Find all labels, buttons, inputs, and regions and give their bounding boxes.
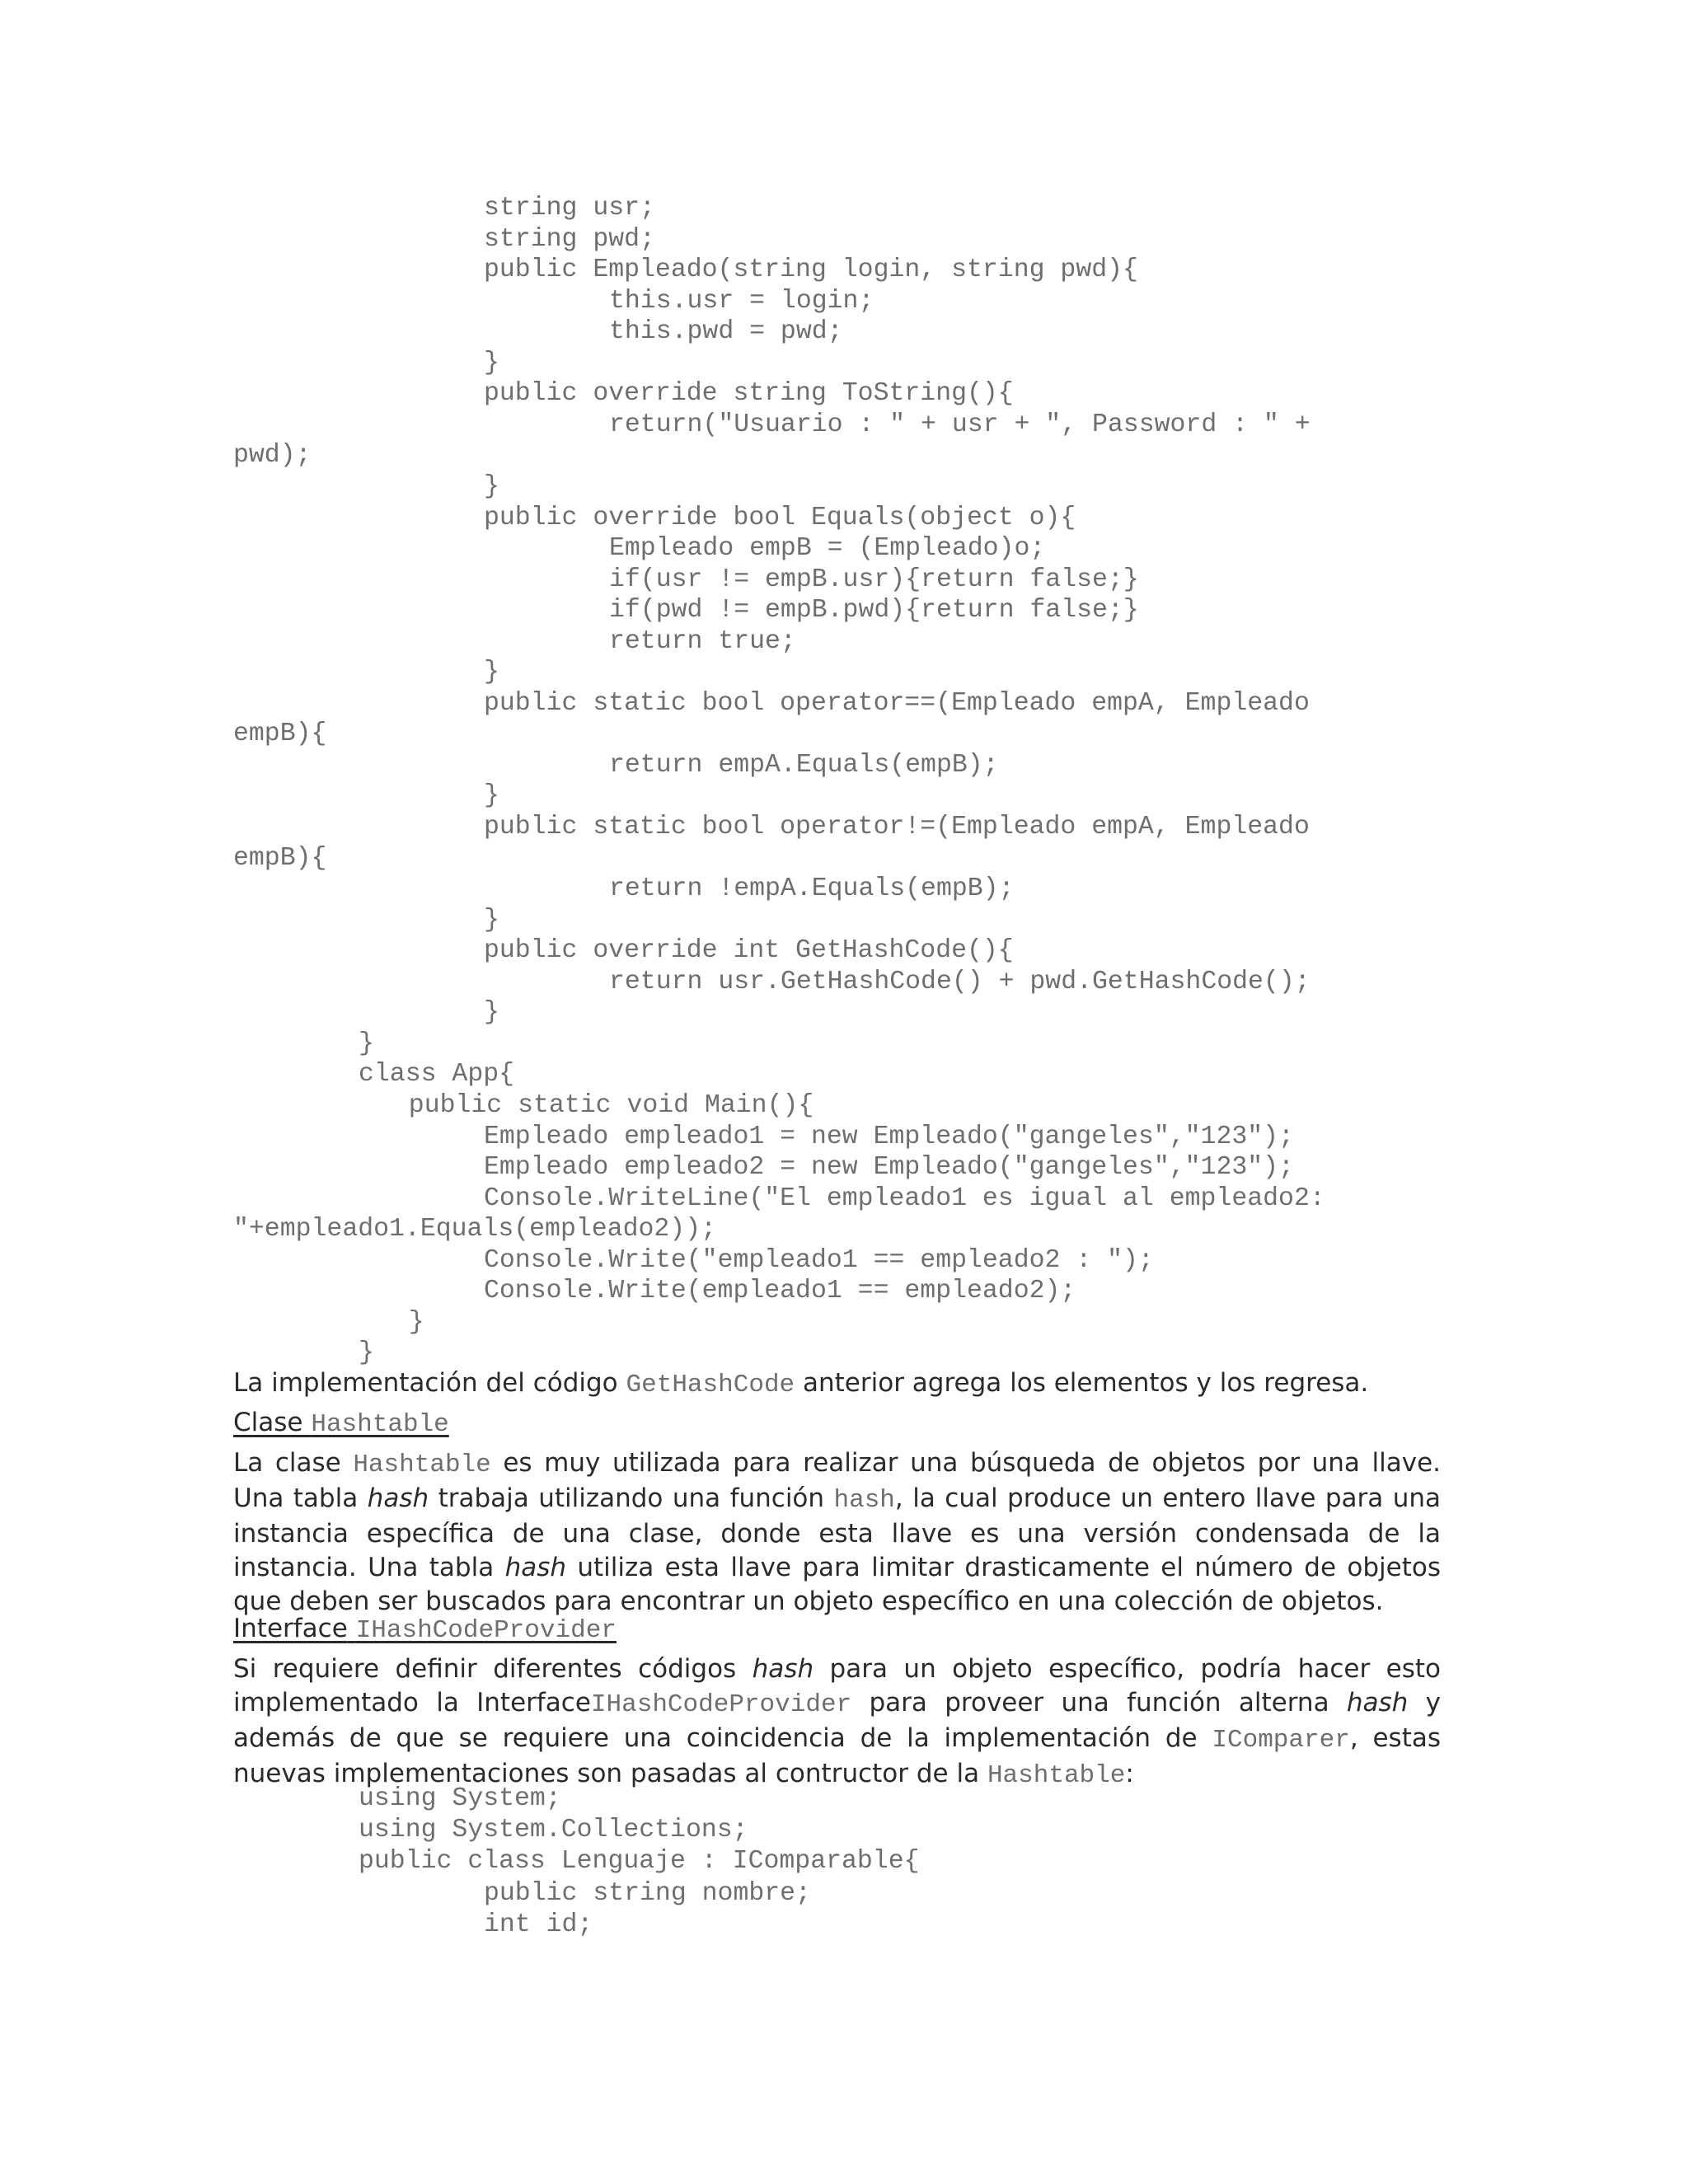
inline-code: Hashtable: [353, 1451, 491, 1479]
code-line: Console.Write("empleado1 == empleado2 : ");: [484, 1245, 1154, 1275]
heading-code: IHashCodeProvider: [355, 1616, 617, 1645]
text-run: , estas nuevas implementaciones son pasadas al contructor de la: [233, 1723, 1442, 1788]
code-line: if(usr != empB.usr){return false;}: [609, 565, 1139, 594]
code-line: return empA.Equals(empB);: [609, 750, 999, 780]
text-run: Si requiere definir diferentes códigos: [233, 1654, 753, 1684]
code-line: public static bool operator==(Empleado empA, Empleado: [484, 688, 1310, 718]
text-run: para un objeto específico, podría hacer esto implementado la Interface: [233, 1654, 1441, 1718]
inline-code: IComparer: [1212, 1726, 1350, 1755]
code-line: using System.Collections;: [359, 1816, 748, 1845]
code-line: return("Usuario : " + usr + ", Password : " +: [609, 410, 1311, 439]
italic-term: hash: [1346, 1688, 1409, 1718]
code-line: }: [408, 1307, 424, 1337]
code-line: public static bool operator!=(Empleado empA, Empleado: [484, 813, 1310, 841]
code-line: public override int GetHashCode(){: [484, 936, 1014, 966]
code-line: this.usr = login;: [609, 286, 874, 316]
inline-code: Hashtable: [987, 1761, 1126, 1790]
text-run: La clase: [233, 1448, 354, 1478]
paragraph-gethashcode: [233, 1366, 1441, 1402]
inline-code: IHashCodeProvider: [590, 1690, 852, 1719]
paragraph-hashtable: [233, 1446, 1441, 1619]
text-run: La implementación del código: [233, 1368, 626, 1398]
code-line: return !empA.Equals(empB);: [609, 874, 1015, 904]
code-line: class App{: [359, 1060, 515, 1090]
code-line: string pwd;: [484, 224, 655, 254]
code-line: public override bool Equals(object o){: [484, 503, 1076, 532]
text-run: utiliza esta llave para limitar drasticamente el número de objetos que deben ser buscados para encontrar un objeto específico en una colección de objetos.: [233, 1553, 1441, 1616]
code-line: public Empleado(string login, string pwd){: [484, 255, 1138, 285]
code-line: }: [484, 348, 499, 377]
code-line: public string nombre;: [484, 1878, 811, 1908]
code-line: public static void Main(){: [408, 1090, 814, 1120]
italic-term: hash: [752, 1654, 814, 1684]
paragraph-ihashcodeprovider: [233, 1652, 1441, 1793]
code-line: "+empleado1.Equals(empleado2));: [233, 1215, 716, 1244]
code-line: empB){: [233, 843, 327, 873]
code-line: Console.Write(empleado1 == empleado2);: [484, 1277, 1076, 1306]
heading-word: Interface: [233, 1614, 348, 1643]
code-line: }: [484, 781, 499, 811]
code-line: }: [484, 998, 499, 1028]
code-line: if(pwd != empB.pwd){return false;}: [609, 596, 1139, 626]
heading-interface-ihashcodeprovider: [233, 1614, 617, 1645]
text-run: anterior agrega los elementos y los regresa.: [795, 1368, 1369, 1398]
inline-code: GetHashCode: [626, 1371, 795, 1399]
code-line: }: [359, 1029, 374, 1058]
text-run: :: [1125, 1759, 1134, 1788]
code-line: Console.WriteLine("El empleado1 es igual al empleado2:: [484, 1183, 1325, 1213]
text-run: trabaja utilizando una función: [429, 1483, 834, 1513]
code-line: string usr;: [484, 194, 655, 223]
italic-term: hash: [504, 1553, 567, 1582]
code-line: using System;: [359, 1784, 561, 1813]
text-run: y además de que se requiere una coincidencia de la implementación de: [233, 1688, 1442, 1753]
italic-term: hash: [367, 1483, 429, 1513]
code-line: Empleado empleado1 = new Empleado("gangeles","123");: [484, 1122, 1294, 1151]
heading-word: Clase: [233, 1408, 303, 1437]
inline-code: hash: [833, 1486, 895, 1515]
code-line: Empleado empB = (Empleado)o;: [609, 534, 1046, 564]
code-line: }: [484, 905, 499, 935]
code-line: }: [484, 471, 499, 501]
code-line: return true;: [609, 626, 796, 656]
code-line: int id;: [484, 1910, 593, 1939]
code-line: return usr.GetHashCode() + pwd.GetHashCode();: [609, 967, 1311, 996]
code-line: pwd);: [233, 441, 312, 471]
text-run: para proveer una función alterna: [851, 1688, 1347, 1718]
code-line: empB){: [233, 719, 327, 749]
code-line: }: [359, 1338, 374, 1368]
code-line: }: [484, 658, 499, 687]
code-line: this.pwd = pwd;: [609, 317, 843, 347]
code-line: Empleado empleado2 = new Empleado("gangeles","123");: [484, 1153, 1294, 1183]
text-run: , la cual produce un entero llave para una instancia específica de una clase, donde esta llave es una versión condensada de la instancia. Una tabla: [233, 1483, 1442, 1582]
code-line: public class Lenguaje : IComparable{: [359, 1847, 920, 1877]
heading-clase-hashtable: [233, 1408, 449, 1439]
heading-code: Hashtable: [311, 1410, 449, 1439]
code-line: public override string ToString(){: [484, 379, 1014, 409]
text-run: es muy utilizada para realizar una búsqueda de objetos por una llave. Una tabla: [233, 1448, 1441, 1513]
